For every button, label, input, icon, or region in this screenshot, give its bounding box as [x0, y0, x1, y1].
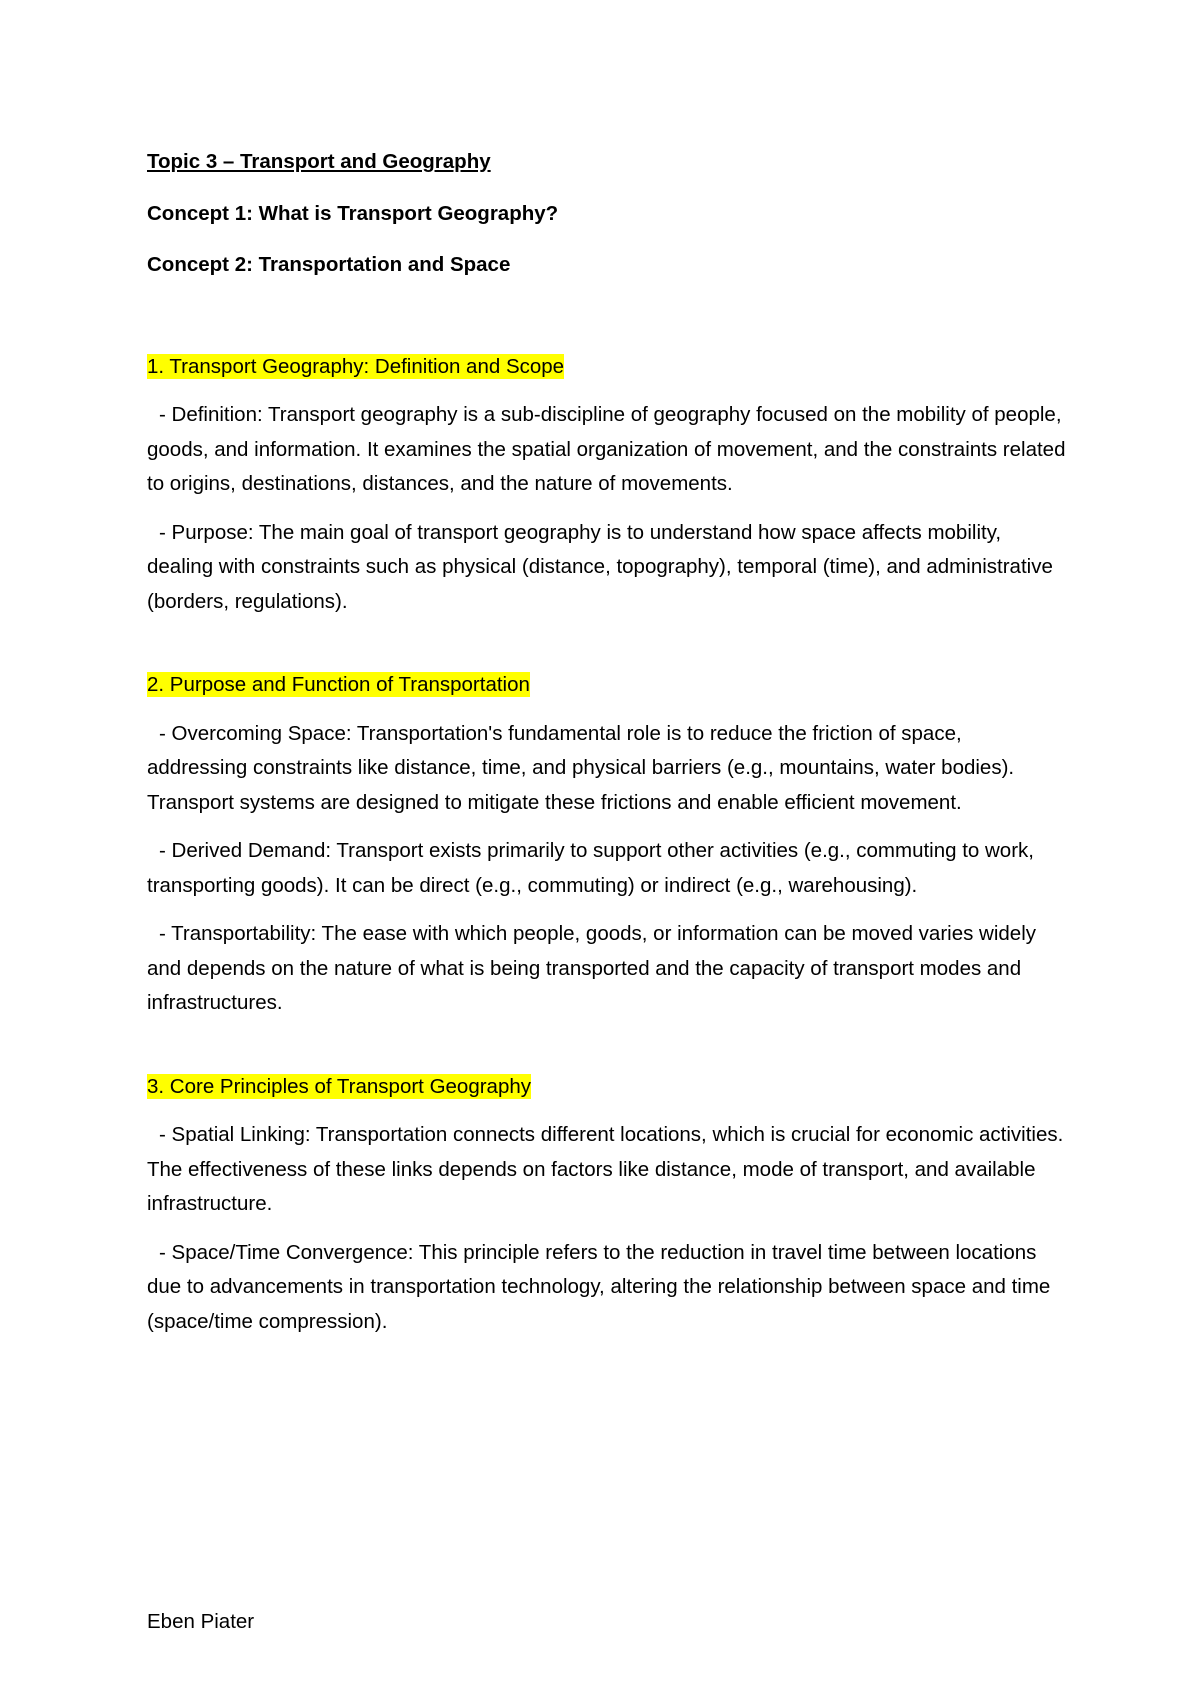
- paragraph-overcoming-space: - Overcoming Space: Transportation's fundamental role is to reduce the friction of space, addressing constraints like distance, time, and physical barriers (e.g., mountains, water bodies). Transport systems are designed to mitigate these frictions and enable efficient movement.: [147, 721, 1015, 814]
- document-body: [147, 145, 1067, 1353]
- section-2: [147, 668, 1067, 1021]
- section-3: [147, 1070, 1067, 1340]
- paragraph-transportability: - Transportability: The ease with which people, goods, or information can be moved varies widely and depends on the nature of what is being transported and the capacity of transport modes and infrastructures.: [147, 922, 1037, 1014]
- section-heading: [147, 668, 1067, 703]
- highlighted-heading-text: 1. Transport Geography: Definition and Scope: [147, 354, 565, 378]
- paragraph-space-time-convergence: - Space/Time Convergence: This principle refers to the reduction in travel time between locations due to advancements in transportation technology, altering the relationship between space and time (space/time compression).: [147, 1240, 1051, 1333]
- highlighted-heading-text: 2. Purpose and Function of Transportation: [147, 673, 530, 696]
- section-1: [147, 350, 1067, 620]
- concept-1: Concept 1: What is Transport Geography?: [147, 201, 559, 225]
- paragraph-definition: - Definition: Transport geography is a sub-discipline of geography focused on the mobility of people, goods, and information. It examines the spatial organization of movement, and the constraints related to origins, destinations, distances, and the nature of movements.: [147, 403, 1066, 495]
- highlighted-heading-text: 3. Core Principles of Transport Geography: [147, 1074, 531, 1098]
- section-heading: [147, 1070, 1067, 1105]
- paragraph-derived-demand: - Derived Demand: Transport exists primarily to support other activities (e.g., commuting to work, transporting goods). It can be direct (e.g., commuting) or indirect (e.g., warehousing).: [147, 839, 1034, 897]
- document-title: Topic 3 – Transport and Geography: [147, 150, 491, 173]
- section-heading: [147, 350, 1067, 385]
- paragraph-spatial-linking: - Spatial Linking: Transportation connects different locations, which is crucial for economic activities. The effectiveness of these links depends on factors like distance, mode of transport, and available infrastructure.: [147, 1123, 1064, 1215]
- paragraph-purpose: - Purpose: The main goal of transport geography is to understand how space affects mobility, dealing with constraints such as physical (distance, topography), temporal (time), and administrative (borders, regulations).: [147, 520, 1053, 613]
- footer-author: Eben Piater: [147, 1610, 255, 1633]
- concept-2: Concept 2: Transportation and Space: [147, 253, 511, 276]
